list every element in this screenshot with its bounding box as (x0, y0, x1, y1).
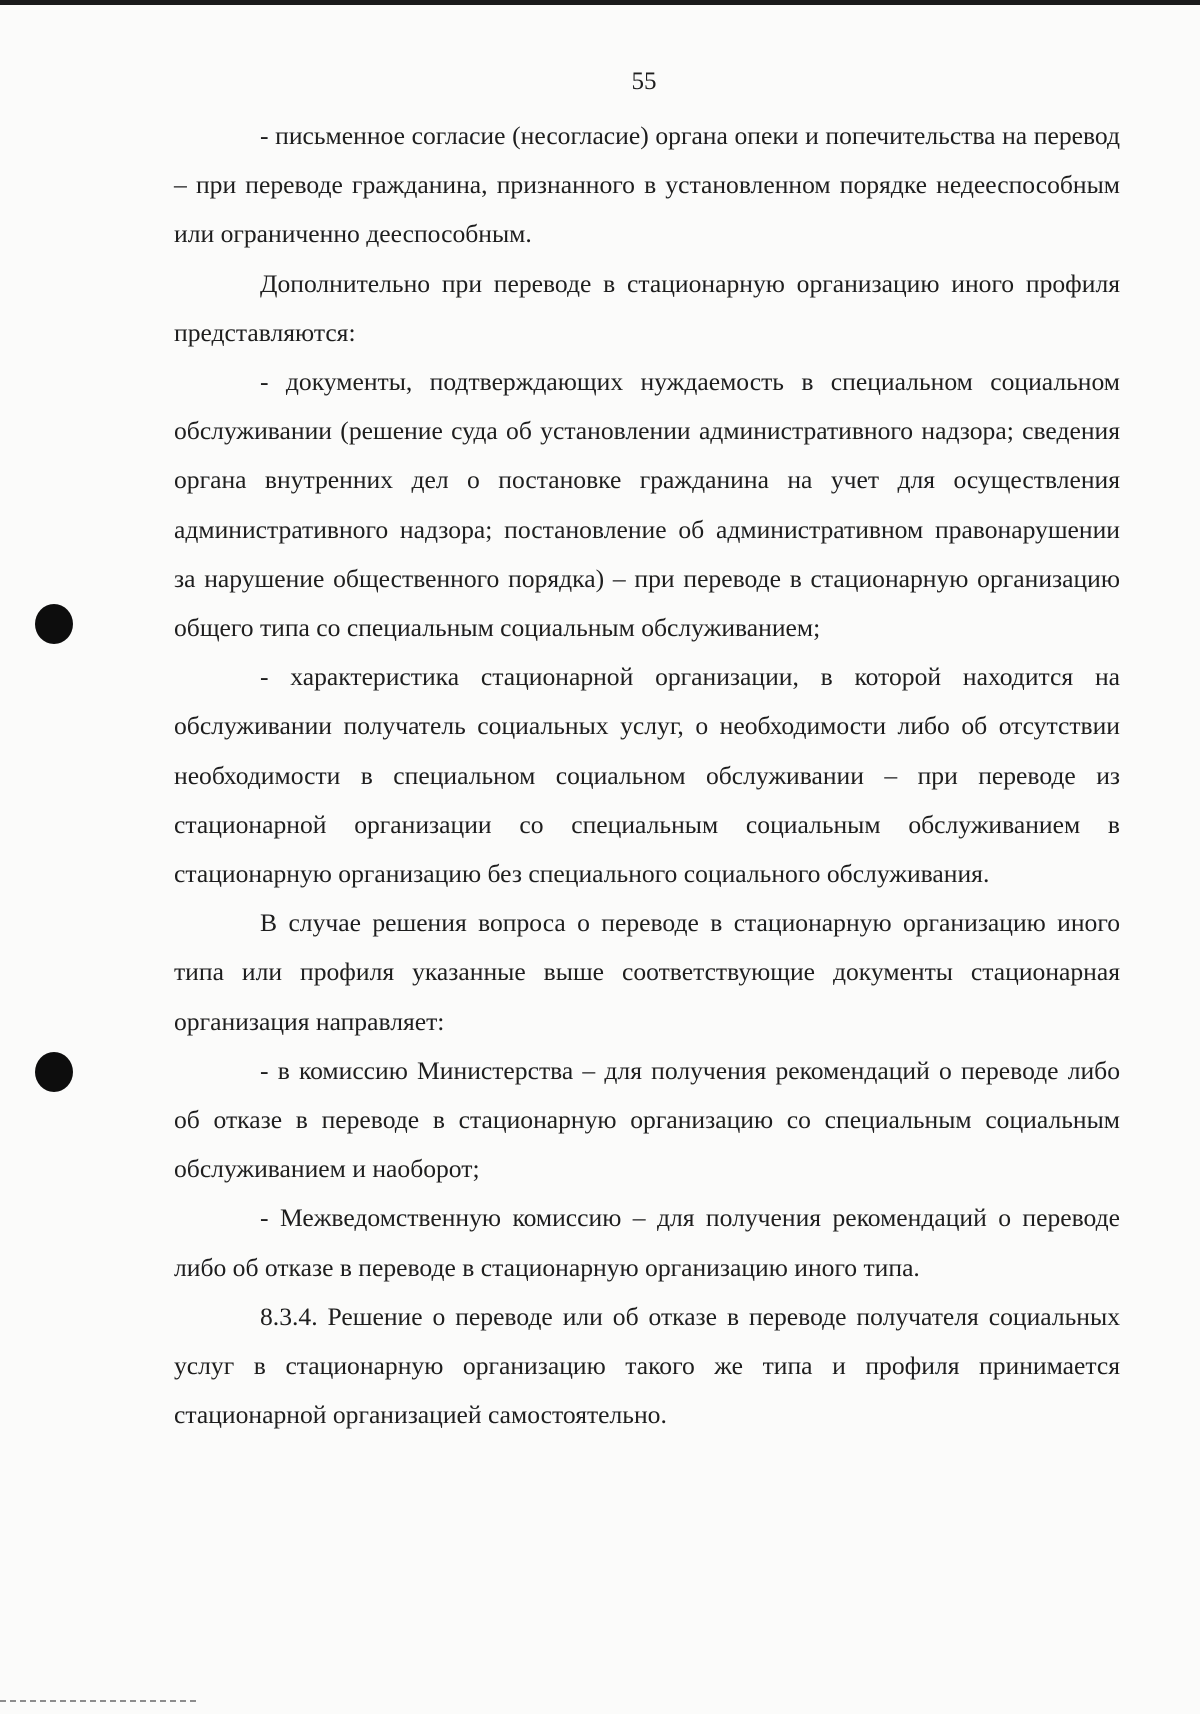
top-border-line (0, 0, 1200, 5)
paragraph-consent: - письменное согласие (несогласие) органа опеки и попечительства на перевод – при переводе гражданина, признанного в установленном порядке недееспособным или ограниченно дееспособным. (174, 121, 1120, 249)
paragraph-decision-case: В случае решения вопроса о переводе в стационарную организацию иного типа или профиля указанные выше соответствующие документы стационарная организация направляет: (174, 908, 1120, 1036)
punch-hole-mark (35, 1052, 73, 1092)
paragraph-characteristic: - характеристика стационарной организации, в которой находится на обслуживании получатель социальных услуг, о необходимости либо об отсутствии необходимости в специальном социальном обслуживании – при переводе из стационарной организации со специальным социальным обслуживанием в стационарную организацию без специального социального обслуживания. (174, 662, 1120, 889)
paragraph-section-8-3-4: 8.3.4. Решение о переводе или об отказе в переводе получателя социальных услуг в стационарную организацию такого же типа и профиля принимается стационарной организацией самостоятельно. (174, 1301, 1120, 1430)
paragraph-need-documents: - документы, подтверждающих нуждаемость в специальном социальном обслуживании (решение суда об установлении административного надзора; сведения органа внутренних дел о постановке гражданина на учет для осуществления административного надзора; постановление об административном правонарушении за нарушение общественного порядка) – при переводе в стационарную организацию общего типа со специальным социальным обслуживанием; (174, 367, 1120, 643)
punch-hole-mark (35, 604, 73, 644)
page-number: 55 (631, 68, 657, 95)
document-body (174, 111, 1120, 1439)
paragraph-additional-docs: Дополнительно при переводе в стационарную организацию иного профиля представляются: (174, 268, 1120, 347)
scan-bottom-edge (0, 1700, 200, 1702)
paragraph-interagency-commission: - Межведомственную комиссию – для получения рекомендаций о переводе либо об отказе в переводе в стационарную организацию иного типа. (174, 1203, 1120, 1282)
paragraph-ministry-commission: - в комиссию Министерства – для получения рекомендаций о переводе либо об отказе в переводе в стационарную организацию со специальным социальным обслуживанием и наоборот; (174, 1055, 1120, 1184)
